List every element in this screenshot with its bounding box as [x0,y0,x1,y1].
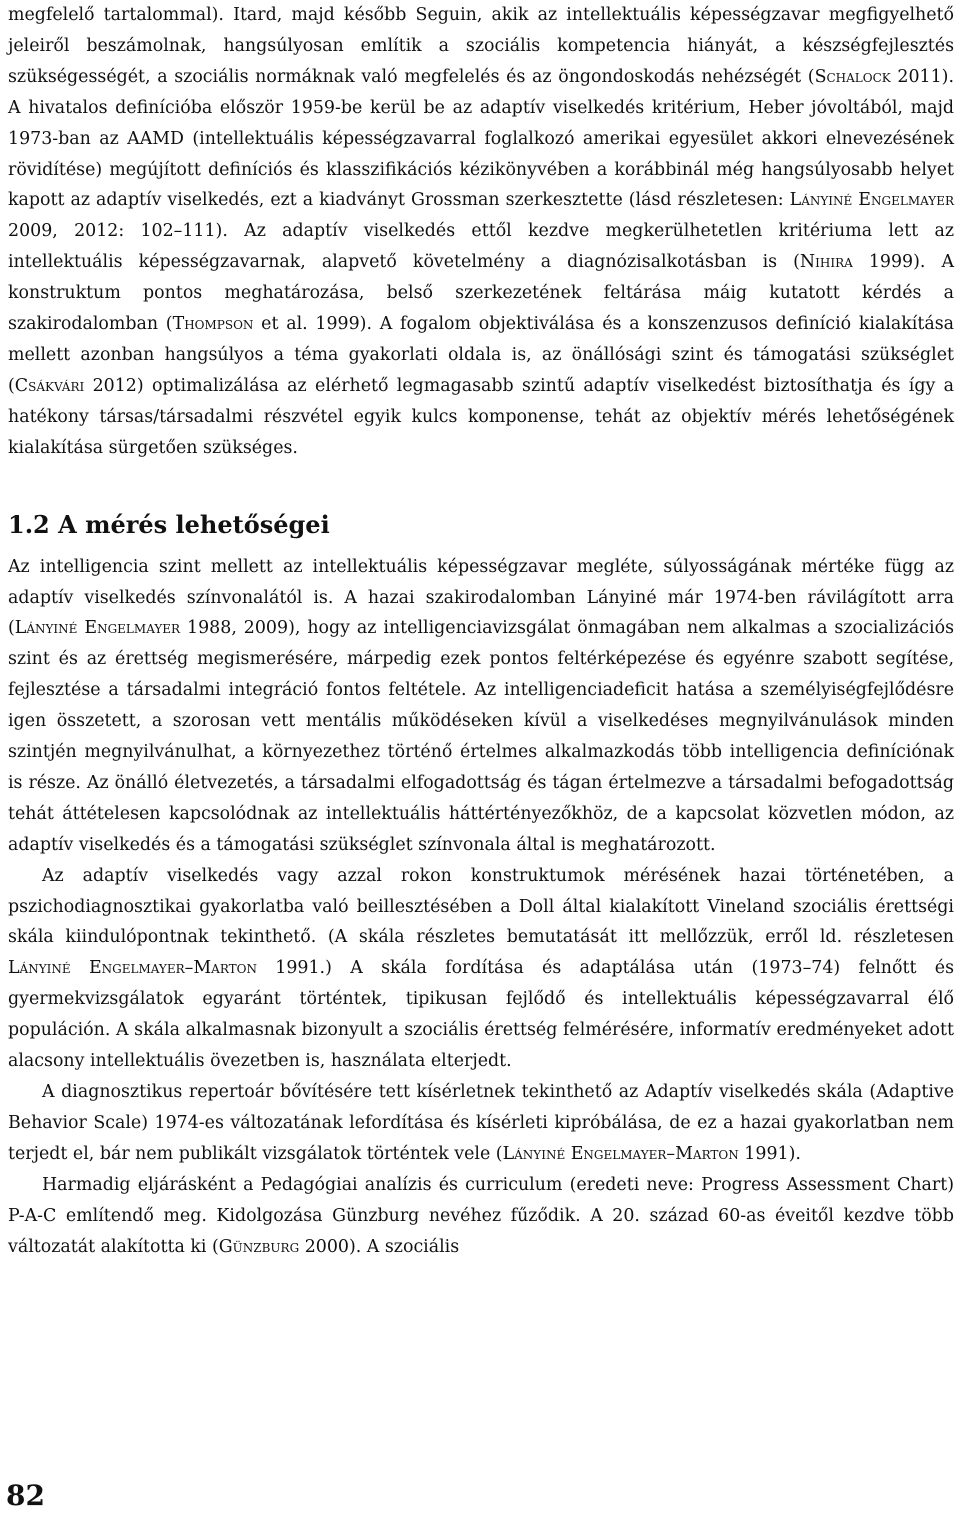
citation-author: Günzburg [218,1236,300,1257]
text-run: et al. 1999). A fogalom objektiválása és a konszenzusos definíció kialakítása mellett azonban hangsúlyos a téma gyakorlati oldala is, az önállósági szint és támogatási szükséglet ( [8,314,955,396]
text-run: 1988, 2009), hogy az intelligenciavizsgálat önmagában nem alkalmas a szocializációs szint és az érettség megismerésére, márpedig ezek pontos feltérképezése és egyénre szabott segítése, fejlesztése a társadalmi integráció fontos feltétele. Az intelligenciadeficit hatása a személyiségfejlődésre igen összetett, a szorosan vett mentális működéseken kívül a viselkedéses megnyilvánulások minden szintjén megnyilvánulhat, a környezethez történő értelmes alkalmazkodás több intelligencia definíciónak is része. Az önálló életvezetés, a társadalmi elfogadottság és tágan értelmezve a társadalmi befogadottság tehát áttételesen kapcsolódnak az intellektuális háttértényezőkhöz, de a kapcsolat közvetlen módon, az adaptív viselkedés és a támogatási szükséglet színvonala által is meghatározott. [8,618,954,855]
citation-author: Lányiné Engelmayer–Marton [8,958,257,979]
text-run: Az intelligencia szint mellett az intellektuális képességzavar megléte, súlyosságának mértéke függ az adaptív viselkedés színvonalától is. A hazai szakirodalomban Lányiné már 1974-ben rávilágított arra ( [8,556,954,639]
text-run: 2011). A hivatalos definícióba először 1959-be kerül be az adaptív viselkedés kritérium, Heber jóvoltából, majd 1973-ban az AAMD (intellektuális képességzavarral foglalkozó amerikai egyesület akkori elnevezésének rövidítése) megújított definíciós és klasszifikációs kézikönyvében a korábbinál még hangsúlyosabb helyet kapott az adaptív viselkedés, ezt a kiadványt Grossman szerkesztette (lásd részletesen: [8,66,954,211]
text-run: megfelelő tartalommal). Itard, majd később Seguin, akik az intellektuális képességzavar megfigyelhető jeleiről beszámolnak, hangsúlyosan említik a szociális kompetencia hiányát, a készségfejlesztés szükségességét, a szociális normáknak való megfelelés és az öngondoskodás nehézségét ( [8,5,954,87]
citation-author: Lányiné Engelmayer [14,618,181,639]
text-run: 2000). A szociális [299,1236,460,1257]
citation-author: Nihira [799,252,853,273]
paragraph-section-3 [8,1077,954,1170]
section-heading: 1.2 A mérés lehetőségei [8,509,330,539]
citation-author: Schalock [814,66,891,87]
paragraph-section-4 [8,1170,954,1263]
spacer [8,464,954,510]
text-run: Az adaptív viselkedés vagy azzal rokon konstruktumok mérésének hazai történetében, a pszichodiagnosztikai gyakorlatba való beillesztésében a Doll által kialakított Vineland szociális érettségi skála kiindulópontnak tekinthető. (A skála részletes bemutatását itt mellőzzük, erről ld. részletesen [8,865,954,948]
paragraph-intro [8,0,954,464]
page-number: 82 [6,1479,45,1512]
text-run: 1999). A konstruktum pontos meghatározása, belső szerkezetének feltárása máig kutatott kérdés a szakirodalomban ( [8,252,954,335]
text-run: 2009, 2012: 102–111). Az adaptív viselkedés ettől kezdve megkerülhetetlen kritériuma lett az intellektuális képességzavarnak, alapvető követelmény a diagnózisalkotásban is ( [8,221,954,273]
citation-author: Csákvári [14,375,85,396]
text-run: 1991.) A skála fordítása és adaptálása után (1973–74) felnőtt és gyermekvizsgálatok egyaránt történtek, tipikusan fejlődő és intellektuális képességzavarral élő populáción. A skála alkalmasnak bizonyult a szociális érettség felmérésére, informatív eredményeket adott alacsony intellektuális övezetben is, használata elterjedt. [8,958,954,1072]
text-run: Harmadig eljárásként a Pedagógiai analízis és curriculum (eredeti neve: Progress Assessment Chart) P-A-C említendő meg. Kidolgozása Günzburg nevéhez fűződik. A 20. század 60-as éveitől kezdve több változatát alakította ki ( [8,1174,954,1257]
citation-author: Thompson [172,314,254,335]
citation-author: Lányiné Engelmayer–Marton [502,1143,739,1164]
text-run: 1991). [738,1143,801,1164]
spacer [8,540,954,552]
text-run: A diagnosztikus repertoár bővítésére tett kísérletnek tekinthető az Adaptív viselkedés skála (Adaptive Behavior Scale) 1974-es változatának lefordítása és kísérleti kipróbálása, de ez a hazai gyakorlatban nem terjedt el, bár nem publikált vizsgálatok történtek vele ( [8,1082,954,1164]
paragraph-section-1 [8,552,954,861]
text-run: 2012) optimalizálása az elérhető legmagasabb szintű adaptív viselkedést biztosíthatja és így a hatékony társas/társadalmi részvétel egyik kulcs komponense, tehát az objektív mérés lehetőségének kialakítása sürgetően szükséges. [8,375,954,458]
citation-author: Lányiné Engelmayer [789,190,954,211]
paragraph-section-2 [8,861,954,1077]
document-page [8,0,954,1262]
